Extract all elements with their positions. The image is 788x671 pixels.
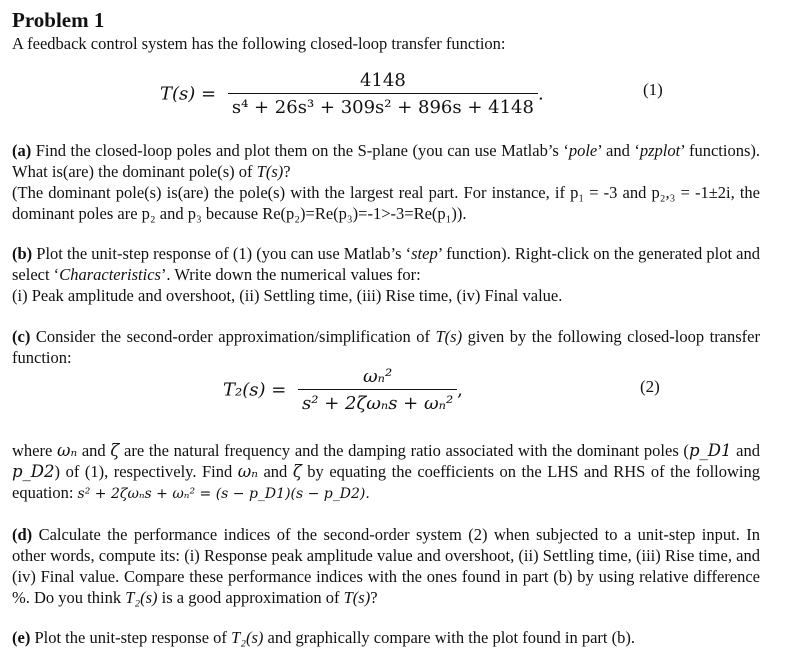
eq2-numerator: ωₙ² [363,366,393,387]
where-t5: ) of (1), respectively. Find [54,462,238,481]
where-wn2: ωₙ [237,462,258,481]
part-c [12,326,760,368]
part-b-cmd: step [411,244,438,263]
part-a [12,140,760,224]
part-c-ts: T(s) [435,327,463,346]
part-b-text1: Plot the unit-step response of (1) (you can use Matlab’s ‘ [36,244,412,263]
where-wn: ωₙ [57,441,78,460]
part-a-label: (a) [12,141,32,160]
eq1-number: (1) [643,80,663,99]
part-c-label: (c) [12,327,31,346]
part-a-text2: ’ and ‘ [597,141,640,160]
part-e-text2: and graphically compare with the plot found in part (b). [263,628,635,647]
part-d [12,524,760,608]
where-equation: s² + 2ζωₙs + ωₙ² = (s − p_D1)(s − p_D2). [77,486,370,502]
part-b [12,243,760,306]
part-a-note: (The dominant pole(s) is(are) the pole(s) with the largest real part. For instance, if p₁ = -3 and p₂,₃ = -1±2i, the dominant poles are p₂ and p₃ because Re(p₂)=Re(p₃)=-1>-3=Re(p₁)). [12,183,760,223]
where-text [12,440,760,505]
part-d-text3: ? [370,588,378,607]
eq2-denominator: s² + 2ζωₙs + ωₙ² [298,389,457,414]
where-zeta: ζ [110,441,120,460]
part-a-text1: Find the closed-loop poles and plot them on the S-plane (you can use Matlab’s ‘ [35,141,569,160]
part-d-label: (d) [12,525,33,544]
part-e [12,627,760,648]
where-t2: and [77,441,111,460]
where-t7: by equating the coefficients on the LHS and RHS of the following equation: [12,462,760,502]
part-a-ts: T(s) [256,162,284,181]
where-t6: and [257,462,293,481]
where-pd1: p_D1 [688,441,732,460]
where-t3: are the natural frequency and the damping ratio associated with the dominant poles ( [119,441,689,460]
part-b-text2: ’ function). Right-click on the generated plot and select ‘ [12,244,760,284]
part-d-t2s: T₂(s) [125,588,158,607]
problem-title: Problem 1 [12,8,105,32]
intro-text: A feedback control system has the following closed-loop transfer function: [12,34,506,53]
part-a-text4: ? [283,162,291,181]
eq1-numerator: 4148 [359,70,406,91]
eq2-lhs: T₂(s) = [223,379,287,401]
part-b-menu: Characteristics [59,265,161,284]
equation-1: T(s) = $\frac{4148}{\text{s⁴ + 26s³ + 309s² + 896s + 4148}}$ . [160,70,544,118]
where-pd2: p_D2 [12,462,55,481]
eq1-lhs: T(s) = [160,83,217,105]
part-d-ts: T(s) [343,588,371,607]
where-t4: and [731,441,760,460]
part-c-text1: Consider the second-order approximation/simplification of [35,327,436,346]
part-c-text2: given by the following closed-loop transfer function: [12,327,760,367]
part-a-cmd2: pzplot [639,141,681,160]
where-zeta2: ζ [292,462,302,481]
part-e-label: (e) [12,628,31,647]
part-b-label: (b) [12,244,33,263]
part-d-text2: is a good approximation of [157,588,344,607]
part-d-text1: Calculate the performance indices of the second-order system (2) when subjected to a unit-step input. In other words, compute its: (i) Response peak amplitude value and overshoot, (ii) Settling time, (iii) Rise time, and (iv) Final value. Compare these performance indices with the ones found in part (b) by using relative difference %. Do you think [12,525,760,607]
equation-2: T₂(s) = $\frac{\text{ωₙ²}}{\text{s² + 2ζωₙs + ωₙ²}}$ , [223,366,463,414]
eq2-number: (2) [640,377,660,396]
where-t1: where [12,441,57,460]
part-b-items: (i) Peak amplitude and overshoot, (ii) Settling time, (iii) Rise time, (iv) Final value. [12,286,563,305]
part-e-text1: Plot the unit-step response of [34,628,232,647]
part-a-text3: ’ functions). What is(are) the dominant pole(s) of [12,141,760,181]
part-a-cmd1: pole [568,141,598,160]
eq1-denominator: s⁴ + 26s³ + 309s² + 896s + 4148 [228,93,538,118]
part-b-text3: ’. Write down the numerical values for: [160,265,421,284]
part-e-t2s: T₂(s) [231,628,264,647]
